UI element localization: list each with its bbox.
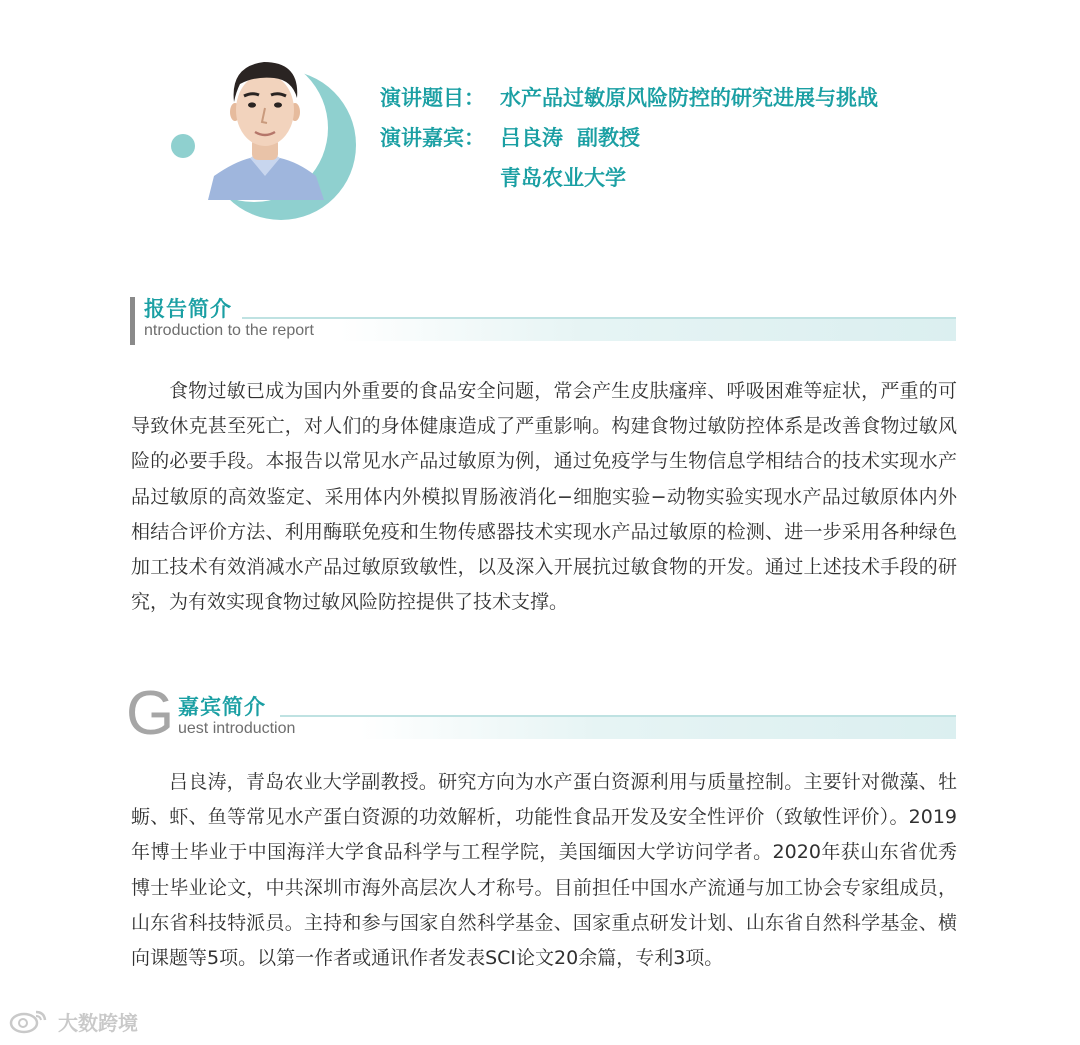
section-heading-guest bbox=[126, 679, 956, 748]
affiliation-line bbox=[380, 158, 1020, 198]
heading-line bbox=[242, 317, 956, 319]
guest-intro-paragraph: 吕良涛，青岛农业大学副教授。研究方向为水产蛋白资源利用与质量控制。主要针对微藻、牡蛎、虾、鱼等常见水产蛋白资源的功效解析，功能性食品开发及安全性评价（致敏性评价）。2019年博士毕业于中国海洋大学食品科学与工程学院，美国缅因大学访问学者。2020年获山东省优秀博士毕业论文，中共深圳市海外高层次人才称号。目前担任中国水产流通与加工协会专家组成员，山东省科技特派员。主持和参与国家自然科学基金、国家重点研发计划、山东省自然科学基金、横向课题等5项。以第一作者或通讯作者发表SCI论文20余篇，专利3项。 bbox=[131, 771, 957, 970]
section-title-en: ntroduction to the report bbox=[144, 322, 314, 339]
topic-label: 演讲题目： bbox=[380, 86, 485, 110]
guest-affiliation: 青岛农业大学 bbox=[500, 166, 626, 190]
guest-title: 副教授 bbox=[577, 126, 640, 150]
section-heading-report bbox=[130, 297, 956, 349]
report-intro-paragraph: 食物过敏已成为国内外重要的食品安全问题，常会产生皮肤瘙痒、呼吸困难等症状，严重的可导致休克甚至死亡，对人们的身体健康造成了严重影响。构建食物过敏防控体系是改善食物过敏风险的必要手段。本报告以常见水产品过敏原为例，通过免疫学与生物信息学相结合的技术实现水产品过敏原的高效鉴定、采用体内外模拟胃肠液消化−细胞实验−动物实验实现水产品过敏原体内外相结合评价方法、利用酶联免疫和生物传感器技术实现水产品过敏原的检测、进一步采用各种绿色加工技术有效消减水产品过敏原致敏性，以及深入开展抗过敏食物的开发。通过上述技术手段的研究，为有效实现食物过敏风险防控提供了技术支撑。 bbox=[131, 380, 957, 614]
weibo-logo-icon bbox=[8, 1008, 52, 1034]
guest-label: 演讲嘉宾： bbox=[380, 126, 485, 150]
topic-line bbox=[380, 78, 1020, 118]
heading-line bbox=[280, 715, 956, 717]
section-title-cn: 报告简介 bbox=[144, 297, 232, 321]
guest-name: 吕良涛 bbox=[500, 126, 563, 150]
section-title-en: uest introduction bbox=[178, 720, 296, 737]
watermark bbox=[8, 1004, 138, 1038]
speaker-info bbox=[380, 78, 1020, 198]
guest-line bbox=[380, 118, 1020, 158]
heading-band bbox=[340, 317, 956, 341]
speaker-portrait bbox=[200, 50, 330, 200]
topic-title: 水产品过敏原风险防控的研究进展与挑战 bbox=[500, 86, 878, 110]
heading-initial-letter: G bbox=[126, 679, 175, 748]
watermark-text: 大数跨境 bbox=[58, 1010, 138, 1035]
heading-bar bbox=[130, 297, 135, 345]
heading-band bbox=[360, 715, 956, 739]
section-title-cn: 嘉宾简介 bbox=[178, 695, 266, 719]
decorative-circle bbox=[171, 134, 195, 158]
